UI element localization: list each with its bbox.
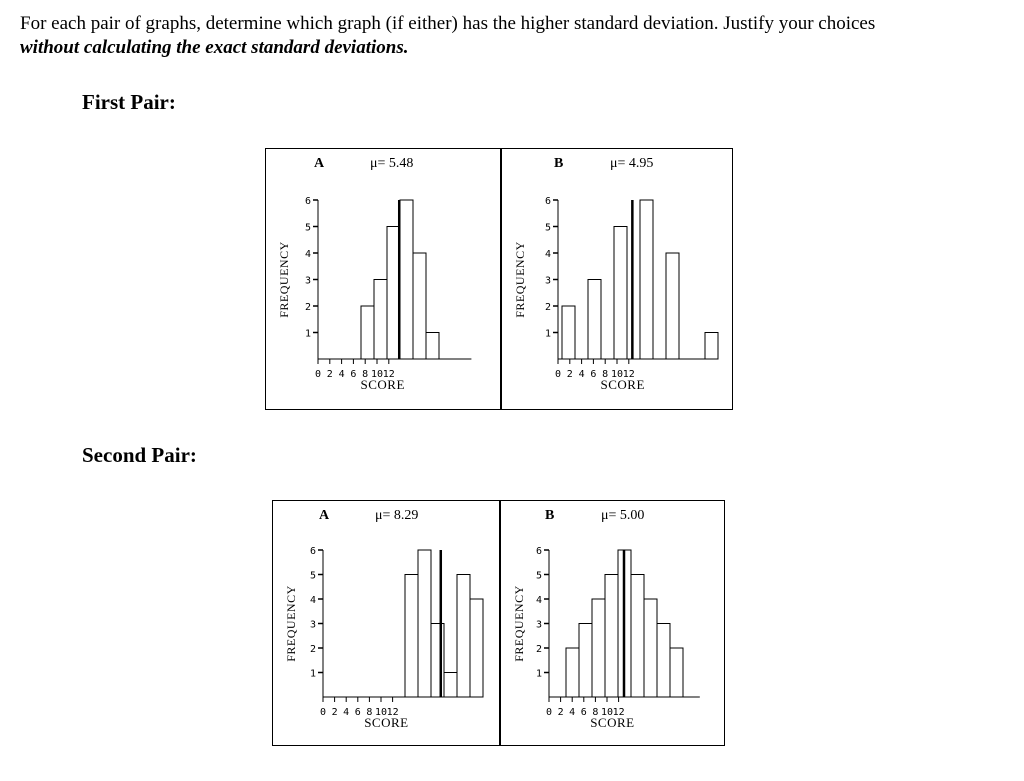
histogram-bar <box>670 648 683 697</box>
y-tick-label: 1 <box>535 668 542 680</box>
panel-label: B <box>545 508 555 523</box>
x-tick-label: 6 <box>580 707 587 718</box>
y-tick-label: 4 <box>544 249 551 260</box>
x-tick-label: 10 <box>374 707 388 718</box>
y-tick-label: 4 <box>304 249 311 260</box>
histogram-bar <box>566 648 579 697</box>
histogram-bar <box>444 673 457 698</box>
y-axis-title: FREQUENCY <box>284 585 298 662</box>
first-pair-chart-a <box>266 149 500 411</box>
y-tick-label: 4 <box>535 595 542 606</box>
histogram-bar <box>592 599 605 697</box>
histogram-bar <box>614 227 627 360</box>
histogram-bar <box>605 575 618 698</box>
histogram-bar <box>431 624 444 698</box>
y-tick-label: 2 <box>544 302 551 313</box>
x-tick-label: 10 <box>370 369 384 380</box>
second-pair-chart-b <box>501 501 727 747</box>
y-tick-label: 3 <box>544 275 551 287</box>
histogram-bar <box>405 575 418 698</box>
instructions-line1: For each pair of graphs, determine which graph (if either) has the higher standard deviation. Justify your choices <box>20 13 876 34</box>
second-pair-label: Second Pair: <box>82 443 197 467</box>
x-tick-label: 12 <box>622 369 635 380</box>
x-tick-label: 12 <box>382 369 395 380</box>
y-axis-title: FREQUENCY <box>513 241 527 318</box>
mean-label: μ= 8.29 <box>375 508 419 523</box>
y-axis-title: FREQUENCY <box>512 585 526 662</box>
x-tick-label: 10 <box>610 369 624 380</box>
x-tick-label: 6 <box>590 369 597 380</box>
x-tick-label: 4 <box>578 369 585 380</box>
x-tick-label: 0 <box>554 369 562 380</box>
histogram-bar <box>631 575 644 698</box>
histogram-bar <box>426 333 439 360</box>
panel-label: B <box>554 156 564 171</box>
x-tick-label: 2 <box>331 707 338 718</box>
histogram-bar <box>361 306 374 359</box>
y-tick-label: 5 <box>304 222 311 234</box>
x-tick-label: 0 <box>314 369 322 380</box>
y-tick-label: 3 <box>535 619 542 631</box>
histogram-bar <box>640 200 653 359</box>
x-tick-label: 4 <box>338 369 345 380</box>
x-tick-label: 6 <box>354 707 361 718</box>
panel-label: A <box>314 156 325 171</box>
first-pair-chart-b <box>502 149 736 411</box>
y-tick-label: 2 <box>304 302 311 313</box>
histogram-bar <box>579 624 592 698</box>
y-tick-label: 5 <box>544 222 551 234</box>
histogram-bar <box>705 333 718 360</box>
y-tick-label: 2 <box>309 644 316 655</box>
instructions <box>20 12 1010 60</box>
y-tick-label: 2 <box>535 644 542 655</box>
y-tick-label: 6 <box>309 546 316 557</box>
x-tick-label: 0 <box>545 707 553 718</box>
histogram-bar <box>588 280 601 360</box>
x-tick-label: 0 <box>319 707 327 718</box>
x-axis-title: SCORE <box>600 377 645 392</box>
y-axis-title: FREQUENCY <box>277 241 291 318</box>
x-axis-title: SCORE <box>360 377 405 392</box>
first-pair-label: First Pair: <box>82 90 176 114</box>
x-tick-label: 12 <box>612 707 625 718</box>
x-tick-label: 2 <box>566 369 573 380</box>
x-tick-label: 2 <box>326 369 333 380</box>
y-tick-label: 3 <box>304 275 311 287</box>
x-axis-title: SCORE <box>364 715 409 730</box>
second-pair-figure <box>272 500 725 746</box>
x-axis-title: SCORE <box>590 715 635 730</box>
mean-label: μ= 5.48 <box>370 156 414 171</box>
histogram-bar <box>657 624 670 698</box>
y-tick-label: 1 <box>309 668 316 680</box>
mean-label: μ= 5.00 <box>601 508 645 523</box>
y-tick-label: 3 <box>309 619 316 631</box>
x-tick-label: 10 <box>600 707 614 718</box>
first-pair-figure <box>265 148 733 410</box>
histogram-bar <box>666 253 679 359</box>
histogram-bar <box>374 280 387 360</box>
histogram-bar <box>644 599 657 697</box>
y-tick-label: 1 <box>544 328 551 340</box>
y-tick-label: 1 <box>304 328 311 340</box>
x-tick-label: 8 <box>362 369 369 380</box>
x-tick-label: 8 <box>366 707 373 718</box>
x-tick-label: 4 <box>343 707 350 718</box>
y-tick-label: 4 <box>309 595 316 606</box>
y-tick-label: 5 <box>309 570 316 582</box>
histogram-bar <box>470 599 483 697</box>
x-tick-label: 8 <box>602 369 609 380</box>
y-tick-label: 6 <box>304 196 311 207</box>
histogram-bar <box>400 200 413 359</box>
x-tick-label: 12 <box>386 707 399 718</box>
histogram-bar <box>457 575 470 698</box>
mean-label: μ= 4.95 <box>610 156 654 171</box>
histogram-bar <box>418 550 431 697</box>
x-tick-label: 6 <box>350 369 357 380</box>
second-pair-chart-a <box>273 501 499 747</box>
histogram-bar <box>562 306 575 359</box>
y-tick-label: 6 <box>544 196 551 207</box>
x-tick-label: 8 <box>592 707 599 718</box>
x-tick-label: 4 <box>569 707 576 718</box>
instructions-line2: without calculating the exact standard deviations. <box>20 37 409 58</box>
y-tick-label: 5 <box>535 570 542 582</box>
y-tick-label: 6 <box>535 546 542 557</box>
panel-label: A <box>319 508 330 523</box>
x-tick-label: 2 <box>557 707 564 718</box>
histogram-bar <box>413 253 426 359</box>
